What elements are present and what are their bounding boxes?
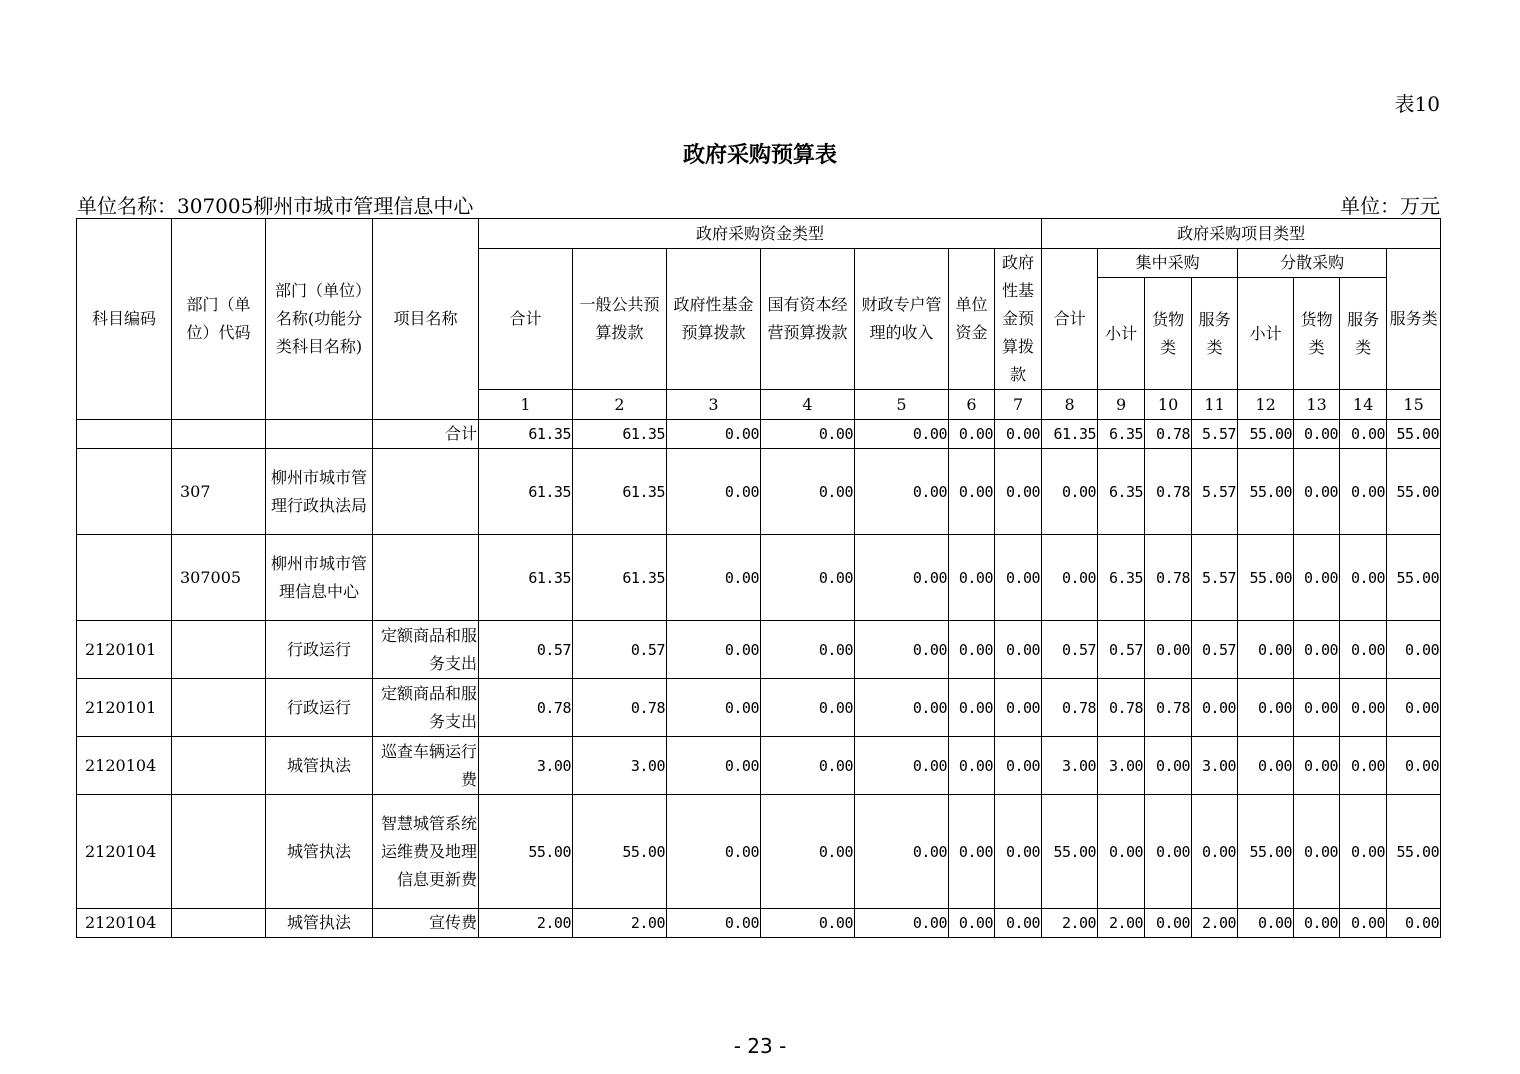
amount-cell: 0.78: [1145, 449, 1192, 535]
header-goods-decentralized: 货物类: [1294, 278, 1340, 390]
amount-cell: 55.00: [1238, 535, 1294, 621]
amount-cell: 0.00: [995, 449, 1042, 535]
amount-cell: 0.00: [1238, 679, 1294, 737]
amount-cell: 0.00: [1192, 795, 1238, 909]
amount-cell: 0.00: [949, 449, 995, 535]
subject-code-cell: [77, 420, 172, 449]
amount-cell: 0.00: [949, 909, 995, 938]
header-service-decentralized: 服务类: [1340, 278, 1387, 390]
amount-cell: 0.00: [761, 679, 855, 737]
subject-code-cell: 2120104: [77, 795, 172, 909]
amount-cell: 0.00: [1192, 679, 1238, 737]
amount-cell: 0.00: [667, 909, 761, 938]
amount-cell: 0.78: [1098, 679, 1145, 737]
amount-cell: 61.35: [1042, 420, 1098, 449]
amount-cell: 0.78: [1145, 535, 1192, 621]
amount-cell: 55.00: [1042, 795, 1098, 909]
header-subtotal-decentralized: 小计: [1238, 278, 1294, 390]
table-body: [77, 420, 1441, 938]
amount-cell: 0.78: [573, 679, 667, 737]
column-index: 5: [855, 390, 949, 420]
header-state-capital: 国有资本经营预算拨款: [761, 249, 855, 390]
dept-code-cell: [172, 909, 266, 938]
column-index: 6: [949, 390, 995, 420]
dept-code-cell: [172, 420, 266, 449]
header-project-total: 合计: [1042, 249, 1098, 390]
table-number: 表10: [1394, 92, 1440, 116]
column-index: 10: [1145, 390, 1192, 420]
amount-cell: 0.00: [1042, 535, 1098, 621]
amount-cell: 0.00: [1294, 679, 1340, 737]
amount-cell: 0.00: [949, 795, 995, 909]
amount-cell: 0.00: [855, 795, 949, 909]
project-name-cell: 智慧城管系统运维费及地理信息更新费: [373, 795, 479, 909]
header-fund-total: 合计: [479, 249, 573, 390]
amount-cell: 2.00: [1098, 909, 1145, 938]
amount-cell: 55.00: [1387, 420, 1441, 449]
table-row: [77, 909, 1441, 938]
amount-cell: 0.00: [855, 535, 949, 621]
dept-code-cell: 307005: [172, 535, 266, 621]
amount-cell: 0.00: [667, 737, 761, 795]
amount-cell: 0.00: [1340, 420, 1387, 449]
amount-cell: 5.57: [1192, 535, 1238, 621]
dept-name-cell: 城管执法: [266, 737, 373, 795]
header-service-centralized: 服务类: [1192, 278, 1238, 390]
table-row: [77, 679, 1441, 737]
amount-cell: 0.00: [1340, 535, 1387, 621]
amount-cell: 0.00: [667, 621, 761, 679]
amount-cell: 0.00: [1294, 795, 1340, 909]
amount-cell: 0.00: [1042, 449, 1098, 535]
dept-name-cell: 城管执法: [266, 909, 373, 938]
project-name-cell: [373, 535, 479, 621]
amount-cell: 0.00: [855, 449, 949, 535]
amount-cell: 0.00: [949, 420, 995, 449]
header-subtotal-centralized: 小计: [1098, 278, 1145, 390]
subject-code-cell: 2120104: [77, 737, 172, 795]
project-name-cell: 定额商品和服务支出: [373, 679, 479, 737]
project-name-cell: [373, 449, 479, 535]
header-dept-name: 部门（单位）名称(功能分类科目名称): [266, 219, 373, 420]
amount-cell: 0.00: [855, 737, 949, 795]
amount-cell: 0.57: [573, 621, 667, 679]
amount-cell: 0.00: [1387, 621, 1441, 679]
amount-cell: 0.57: [1192, 621, 1238, 679]
amount-cell: 6.35: [1098, 420, 1145, 449]
amount-cell: 0.00: [949, 535, 995, 621]
dept-name-cell: 柳州市城市管理行政执法局: [266, 449, 373, 535]
amount-cell: 0.00: [1340, 679, 1387, 737]
header-decentralized: 分散采购: [1238, 249, 1387, 278]
column-index: 9: [1098, 390, 1145, 420]
amount-cell: 0.00: [761, 909, 855, 938]
header-unit-fund: 单位资金: [949, 249, 995, 390]
amount-cell: 0.00: [1387, 679, 1441, 737]
column-index: 15: [1387, 390, 1441, 420]
amount-cell: 0.00: [1340, 621, 1387, 679]
table-row: [77, 535, 1441, 621]
amount-cell: 55.00: [1238, 449, 1294, 535]
header-fund-type-group: 政府采购资金类型: [479, 219, 1042, 249]
amount-cell: 0.00: [1238, 909, 1294, 938]
amount-cell: 0.00: [855, 420, 949, 449]
amount-cell: 0.00: [949, 737, 995, 795]
header-gov-fund-budget: 政府性基金预算拨款: [995, 249, 1042, 390]
amount-cell: 0.00: [1145, 795, 1192, 909]
amount-cell: 0.57: [479, 621, 573, 679]
table-row: [77, 737, 1441, 795]
amount-cell: 61.35: [573, 420, 667, 449]
amount-cell: 3.00: [573, 737, 667, 795]
dept-name-cell: 行政运行: [266, 679, 373, 737]
amount-cell: 0.00: [667, 679, 761, 737]
project-name-cell: 巡查车辆运行费: [373, 737, 479, 795]
amount-cell: 0.00: [1098, 795, 1145, 909]
amount-cell: 0.00: [761, 621, 855, 679]
amount-cell: 0.78: [479, 679, 573, 737]
amount-cell: 0.00: [667, 449, 761, 535]
table-row: [77, 449, 1441, 535]
amount-cell: 0.00: [761, 795, 855, 909]
amount-cell: 0.00: [1294, 909, 1340, 938]
amount-cell: 3.00: [1042, 737, 1098, 795]
amount-cell: 0.00: [667, 795, 761, 909]
procurement-budget-table: [76, 218, 1441, 938]
amount-cell: 61.35: [479, 449, 573, 535]
amount-cell: 0.00: [855, 909, 949, 938]
dept-code-cell: [172, 621, 266, 679]
currency-unit-label: 单位：万元: [1340, 194, 1440, 218]
subject-code-cell: 2120101: [77, 679, 172, 737]
table-row: [77, 795, 1441, 909]
subject-code-cell: [77, 449, 172, 535]
subject-code-cell: 2120104: [77, 909, 172, 938]
header-project-type-group: 政府采购项目类型: [1042, 219, 1441, 249]
amount-cell: 55.00: [479, 795, 573, 909]
amount-cell: 2.00: [573, 909, 667, 938]
subject-code-cell: 2120101: [77, 621, 172, 679]
dept-code-cell: 307: [172, 449, 266, 535]
table-row: [77, 420, 1441, 449]
dept-code-cell: [172, 795, 266, 909]
amount-cell: 0.00: [995, 535, 1042, 621]
amount-cell: 2.00: [1042, 909, 1098, 938]
amount-cell: 0.00: [1238, 621, 1294, 679]
amount-cell: 0.00: [667, 535, 761, 621]
amount-cell: 3.00: [1098, 737, 1145, 795]
amount-cell: 6.35: [1098, 449, 1145, 535]
amount-cell: 0.00: [761, 737, 855, 795]
amount-cell: 0.00: [1145, 737, 1192, 795]
column-index: 13: [1294, 390, 1340, 420]
amount-cell: 5.57: [1192, 449, 1238, 535]
amount-cell: 0.00: [995, 909, 1042, 938]
amount-cell: 0.00: [1294, 420, 1340, 449]
amount-cell: 0.57: [1098, 621, 1145, 679]
amount-cell: 0.78: [1145, 420, 1192, 449]
amount-cell: 0.00: [1294, 449, 1340, 535]
amount-cell: 0.00: [1238, 737, 1294, 795]
amount-cell: 0.00: [995, 420, 1042, 449]
page-title: 政府采购预算表: [682, 142, 837, 168]
amount-cell: 2.00: [1192, 909, 1238, 938]
amount-cell: 0.00: [1145, 909, 1192, 938]
column-index: 12: [1238, 390, 1294, 420]
amount-cell: 3.00: [479, 737, 573, 795]
amount-cell: 55.00: [1387, 535, 1441, 621]
header-centralized: 集中采购: [1098, 249, 1238, 278]
dept-code-cell: [172, 737, 266, 795]
amount-cell: 0.00: [949, 679, 995, 737]
amount-cell: 55.00: [1238, 795, 1294, 909]
amount-cell: 61.35: [479, 420, 573, 449]
amount-cell: 0.00: [855, 679, 949, 737]
amount-cell: 0.00: [995, 621, 1042, 679]
column-index: 8: [1042, 390, 1098, 420]
amount-cell: 0.78: [1145, 679, 1192, 737]
amount-cell: 0.00: [855, 621, 949, 679]
amount-cell: 0.00: [1145, 621, 1192, 679]
amount-cell: 3.00: [1192, 737, 1238, 795]
amount-cell: 0.00: [667, 420, 761, 449]
amount-cell: 0.00: [761, 449, 855, 535]
dept-name-cell: 城管执法: [266, 795, 373, 909]
header-service-last: 服务类: [1387, 249, 1441, 390]
dept-name-cell: 行政运行: [266, 621, 373, 679]
header-dept-code: 部门（单位）代码: [172, 219, 266, 420]
amount-cell: 55.00: [1238, 420, 1294, 449]
column-index: 7: [995, 390, 1042, 420]
column-index: 1: [479, 390, 573, 420]
amount-cell: 0.00: [761, 420, 855, 449]
project-name-cell: 宣传费: [373, 909, 479, 938]
header-project-name: 项目名称: [373, 219, 479, 420]
header-special-income: 财政专户管理的收入: [855, 249, 949, 390]
amount-cell: 55.00: [1387, 449, 1441, 535]
amount-cell: 0.00: [1340, 449, 1387, 535]
amount-cell: 0.00: [995, 795, 1042, 909]
column-index: 2: [573, 390, 667, 420]
amount-cell: 0.00: [995, 737, 1042, 795]
amount-cell: 61.35: [573, 535, 667, 621]
amount-cell: 0.00: [1340, 909, 1387, 938]
unit-name-label: 单位名称：307005柳州市城市管理信息中心: [77, 194, 474, 218]
column-index: 14: [1340, 390, 1387, 420]
amount-cell: 0.00: [995, 679, 1042, 737]
header-subject-code: 科目编码: [77, 219, 172, 420]
header-general-budget: 一般公共预算拨款: [573, 249, 667, 390]
header-gov-fund: 政府性基金预算拨款: [667, 249, 761, 390]
amount-cell: 61.35: [573, 449, 667, 535]
page-number: - 23 -: [733, 1034, 787, 1058]
amount-cell: 0.00: [761, 535, 855, 621]
column-index: 3: [667, 390, 761, 420]
dept-name-cell: [266, 420, 373, 449]
amount-cell: 5.57: [1192, 420, 1238, 449]
header-goods-centralized: 货物类: [1145, 278, 1192, 390]
amount-cell: 55.00: [573, 795, 667, 909]
amount-cell: 0.00: [949, 621, 995, 679]
amount-cell: 0.57: [1042, 621, 1098, 679]
amount-cell: 0.00: [1294, 535, 1340, 621]
amount-cell: 0.00: [1294, 737, 1340, 795]
project-name-cell: 定额商品和服务支出: [373, 621, 479, 679]
amount-cell: 0.78: [1042, 679, 1098, 737]
subject-code-cell: [77, 535, 172, 621]
amount-cell: 61.35: [479, 535, 573, 621]
column-index: 4: [761, 390, 855, 420]
amount-cell: 0.00: [1387, 737, 1441, 795]
amount-cell: 6.35: [1098, 535, 1145, 621]
amount-cell: 0.00: [1340, 737, 1387, 795]
amount-cell: 2.00: [479, 909, 573, 938]
project-name-cell: 合计: [373, 420, 479, 449]
dept-name-cell: 柳州市城市管理信息中心: [266, 535, 373, 621]
dept-code-cell: [172, 679, 266, 737]
amount-cell: 0.00: [1387, 909, 1441, 938]
amount-cell: 55.00: [1387, 795, 1441, 909]
amount-cell: 0.00: [1294, 621, 1340, 679]
table-row: [77, 621, 1441, 679]
amount-cell: 0.00: [1340, 795, 1387, 909]
column-index: 11: [1192, 390, 1238, 420]
